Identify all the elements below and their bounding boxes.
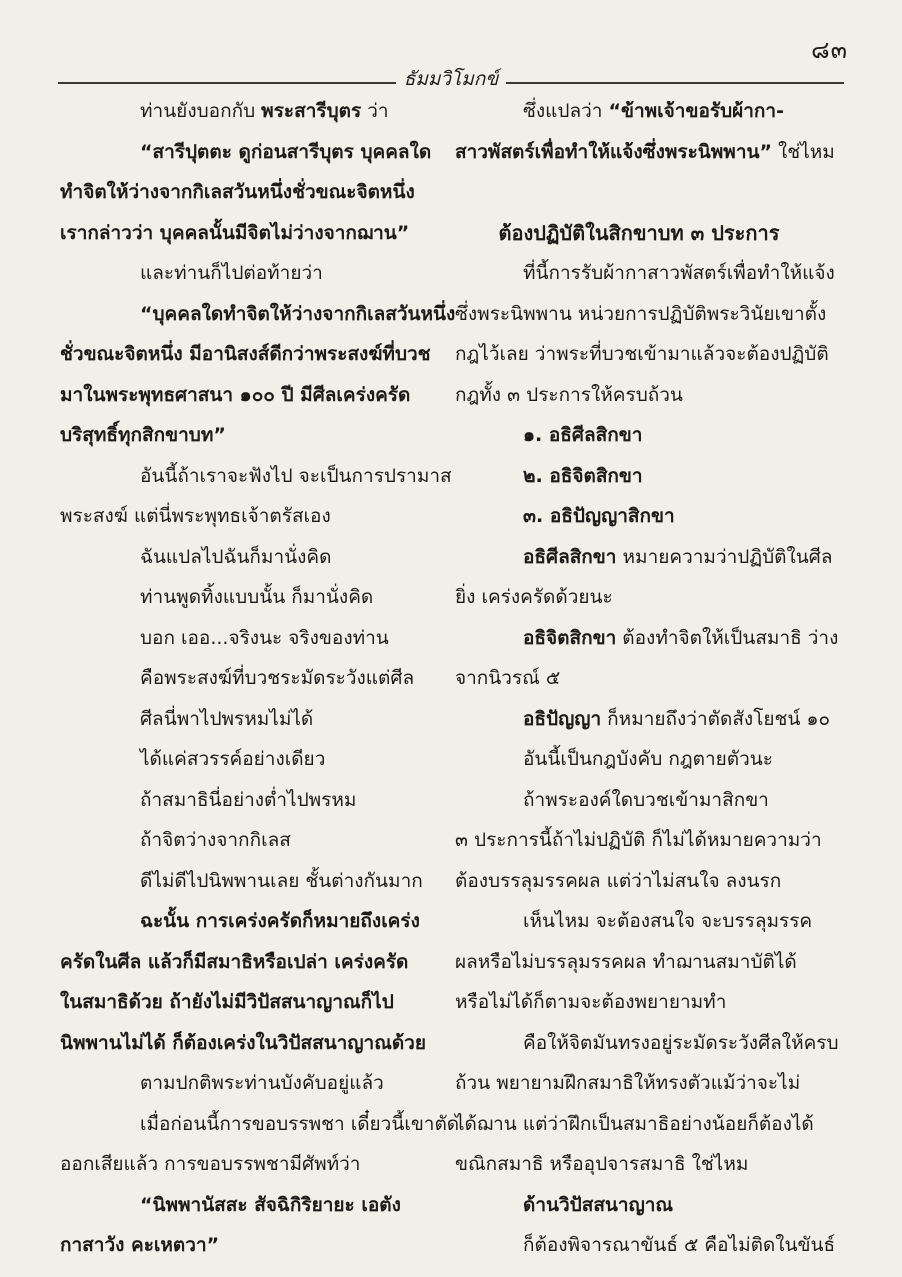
left-text-line: [60, 253, 428, 294]
body-text: พระสงฆ์ แต่นี่พระพุทธเจ้าตรัสเอง: [60, 505, 331, 527]
right-text-line: [455, 1225, 836, 1266]
body-text: เห็นไหม จะต้องสนใจ จะบรรลุมรรค: [523, 910, 813, 932]
body-text: ก็ต้องพิจารณาขันธ์ ๕ คือไม่ติดในขันธ์: [523, 1234, 836, 1256]
body-text: ออกเสียแล้ว การขอบรรพชามีศัพท์ว่า: [60, 1153, 361, 1175]
bold-text: ทำจิตให้ว่างจากกิเลสวันหนึ่งชั่วขณะจิตหนึ่ง: [60, 181, 415, 203]
left-text-line: [60, 658, 428, 699]
body-text: ต้องทำจิตให้เป็นสมาธิ ว่าง: [616, 626, 839, 649]
bold-text: ครัดในศีล แล้วก็มีสมาธิหรือเปล่า เคร่งครัด: [60, 950, 409, 973]
left-text-line: [60, 942, 428, 983]
bold-text: กาสาวัง คะเหตวา”: [60, 1234, 220, 1256]
left-text-line: [60, 213, 428, 254]
left-text-line: [60, 901, 428, 942]
right-text-line: [455, 820, 823, 861]
bold-text: ๓. อธิปัญญาสิกขา: [523, 505, 675, 527]
body-text: บอก เออ...จริงนะ จริงของท่าน: [140, 626, 389, 649]
left-text-line: [60, 577, 428, 618]
right-text-line: [455, 415, 823, 456]
left-text-line: [60, 537, 428, 578]
left-text-line: [60, 1144, 428, 1185]
bold-text: มาในพระพุทธศาสนา ๑๐๐ ปี มีศีลเคร่งครัด: [60, 383, 411, 406]
body-text: ถ้าจิตว่างจากกิเลส: [140, 829, 291, 851]
right-text-line: [455, 172, 823, 213]
left-text-line: [60, 1104, 460, 1145]
body-text: ยิ่ง เคร่งครัดด้วยนะ: [455, 586, 613, 608]
bold-text: ด้านวิปัสสนาญาณ: [523, 1193, 674, 1216]
left-text-line: [60, 1063, 428, 1104]
bold-text: อธิปัญญา: [523, 707, 602, 730]
bold-text: นิพพานไม่ได้ ก็ต้องเคร่งในวิปัสสนาญาณด้วย: [60, 1031, 426, 1054]
left-text-line: [60, 294, 456, 335]
bold-text: ชั่วขณะจิตหนึ่ง มีอานิสงส์ดีกว่าพระสงฆ์ที่บวช: [60, 343, 431, 365]
left-text-line: [60, 172, 428, 213]
body-text: คือให้จิตมันทรงอยู่ระมัดระวังศีลให้ครบ: [523, 1031, 839, 1054]
bold-text: อธิศีลสิกขา: [523, 545, 617, 568]
right-text-line: [455, 982, 823, 1023]
body-text: ใช่ไหม: [771, 140, 835, 163]
bold-text: พระสารีบุตร: [261, 100, 362, 122]
bold-text: ฉะนั้น การเคร่งครัดก็หมายถึงเคร่ง: [140, 910, 420, 932]
body-text: ขณิกสมาธิ หรืออุปจารสมาธิ ใช่ไหม: [455, 1153, 749, 1175]
body-text: ซึ่งพระนิพพาน หน่วยการปฏิบัติพระวินัยเขาตั้ง: [455, 302, 827, 325]
right-text-line: [455, 253, 835, 294]
right-text-line: [455, 496, 823, 537]
right-text-line: [455, 739, 823, 780]
right-text-line: [455, 456, 823, 497]
header-title: ธัมมวิโมกข์: [396, 68, 507, 90]
right-text-line: [455, 1104, 823, 1145]
bold-text: “บุคคลใดทำจิตให้ว่างจากกิเลสวันหนึ่ง: [140, 302, 456, 325]
left-text-line: [60, 1185, 428, 1226]
body-text: กฎทั้ง ๓ ประการให้ครบถ้วน: [455, 383, 683, 406]
right-text-line: [455, 1063, 823, 1104]
bold-text: “ข้าพเจ้าขอรับผ้ากา-: [608, 100, 784, 122]
left-text-line: [60, 1225, 428, 1266]
body-text: ฉันแปลไปฉันก็มานั่งคิด: [140, 545, 332, 568]
left-text-line: [60, 739, 428, 780]
body-text: หรือไม่ได้ก็ตามจะต้องพยายามทำ: [455, 991, 727, 1013]
left-text-line: [60, 618, 428, 659]
right-text-line: [455, 375, 823, 416]
body-text: ได้ฌาน แต่ว่าฝึกเป็นสมาธิอย่างน้อยก็ต้องได้: [455, 1112, 814, 1135]
right-text-line: [455, 618, 839, 659]
right-text-line: [455, 942, 823, 983]
left-text-line: [60, 456, 452, 497]
body-text: ต้องบรรลุมรรคผล แต่ว่าไม่สนใจ ลงนรก: [455, 869, 782, 892]
page-number: ๘๓: [811, 36, 848, 64]
right-text-line: [455, 780, 823, 821]
right-text-line: [455, 91, 823, 132]
body-text: ดีไม่ดีไปนิพพานเลย ชั้นต่างกันมาก: [140, 869, 423, 892]
bold-text: ๑. อธิศีลสิกขา: [523, 424, 643, 446]
right-text-line: [455, 658, 823, 699]
bold-text: ต้องปฏิบัติในสิกขาบท ๓ ประการ: [498, 220, 780, 245]
body-text: อันนี้ถ้าเราจะฟังไป จะเป็นการปรามาส: [140, 464, 452, 487]
right-text-line: [455, 1144, 823, 1185]
right-text-line: [455, 294, 827, 335]
left-text-line: [60, 375, 428, 416]
bold-text: ๒. อธิจิตสิกขา: [523, 464, 643, 487]
body-text: ถ้าพระองค์ใดบวชเข้ามาสิกขา: [523, 788, 769, 811]
body-text: ที่นี้การรับผ้ากาสาวพัสตร์เพื่อทำให้แจ้ง: [523, 262, 835, 284]
body-text: ได้แค่สวรรค์อย่างเดียว: [140, 748, 326, 770]
body-text: ท่านยังบอกกับ: [140, 100, 262, 122]
bold-text: บริสุทธิ์ทุกสิกขาบท”: [60, 424, 226, 446]
right-text-line: [455, 1185, 823, 1226]
bold-text: สาวพัสตร์เพื่อทำให้แจ้งซึ่งพระนิพพาน”: [455, 140, 772, 163]
body-text: ว่า: [361, 100, 389, 122]
right-text-line: [455, 1023, 839, 1064]
left-column: [60, 91, 460, 1266]
right-text-line: [455, 537, 833, 578]
left-text-line: [60, 780, 428, 821]
right-column: [455, 91, 839, 1266]
body-text: ๓ ประการนี้ถ้าไม่ปฏิบัติ ก็ไม่ได้หมายความว่า: [455, 829, 822, 851]
bold-text: “สารีปุตตะ ดูก่อนสารีบุตร บุคคลใด: [140, 140, 432, 163]
bold-text: “นิพพานัสสะ สัจฉิกิริยายะ เอตัง: [140, 1193, 401, 1216]
left-text-line: [60, 861, 428, 902]
left-text-line: [60, 334, 431, 375]
body-text: ซึ่งแปลว่า: [523, 100, 609, 122]
running-header: [0, 64, 902, 94]
right-text-line: [455, 901, 823, 942]
bold-text: อธิจิตสิกขา: [523, 626, 617, 649]
body-text: ศีลนี่พาไปพรหมไม่ได้: [140, 707, 314, 730]
right-text-line: [455, 861, 823, 902]
left-text-line: [60, 415, 428, 456]
body-text: ถ้าสมาธินี่อย่างต่ำไปพรหม: [140, 788, 357, 811]
left-text-line: [60, 1023, 428, 1064]
left-text-line: [60, 496, 428, 537]
right-text-line: [455, 213, 823, 254]
bold-text: เรากล่าวว่า บุคคลนั้นมีจิตไม่ว่างจากฌาน”: [60, 221, 410, 244]
body-text: และท่านก็ไปต่อท้ายว่า: [140, 262, 323, 284]
right-text-line: [455, 699, 831, 740]
body-text: ผลหรือไม่บรรลุมรรคผล ทำฌานสมาบัติได้: [455, 950, 797, 973]
body-text: ถ้วน พยายามฝึกสมาธิให้ทรงตัวแม้ว่าจะไม่: [455, 1072, 801, 1094]
body-text: เมื่อก่อนนี้การขอบรรพชา เดี๋ยวนี้เขาตัด: [140, 1112, 460, 1135]
left-text-line: [60, 699, 428, 740]
body-text: ท่านพูดทิ้งแบบนั้น ก็มานั่งคิด: [140, 586, 374, 608]
left-text-line: [60, 132, 432, 173]
left-text-line: [60, 91, 428, 132]
body-text: จากนิวรณ์ ๕: [455, 667, 561, 689]
left-text-line: [60, 820, 428, 861]
body-text: กฎไว้เลย ว่าพระที่บวชเข้ามาแล้วจะต้องปฏิบัติ: [455, 343, 829, 365]
right-text-line: [455, 334, 829, 375]
right-text-line: [455, 132, 835, 173]
left-text-line: [60, 982, 428, 1023]
body-text: คือพระสงฆ์ที่บวชระมัดระวังแต่ศีล: [140, 667, 415, 689]
bold-text: ในสมาธิด้วย ถ้ายังไม่มีวิปัสสนาญาณก็ไป: [60, 991, 394, 1013]
body-text: ก็หมายถึงว่าตัดสังโยชน์ ๑๐: [601, 707, 831, 730]
body-text: ตามปกติพระท่านบังคับอยู่แล้ว: [140, 1072, 384, 1094]
right-text-line: [455, 577, 823, 618]
body-text: อันนี้เป็นกฎบังคับ กฎตายตัวนะ: [523, 748, 773, 770]
body-text: หมายความว่าปฏิบัติในศีล: [616, 545, 833, 568]
